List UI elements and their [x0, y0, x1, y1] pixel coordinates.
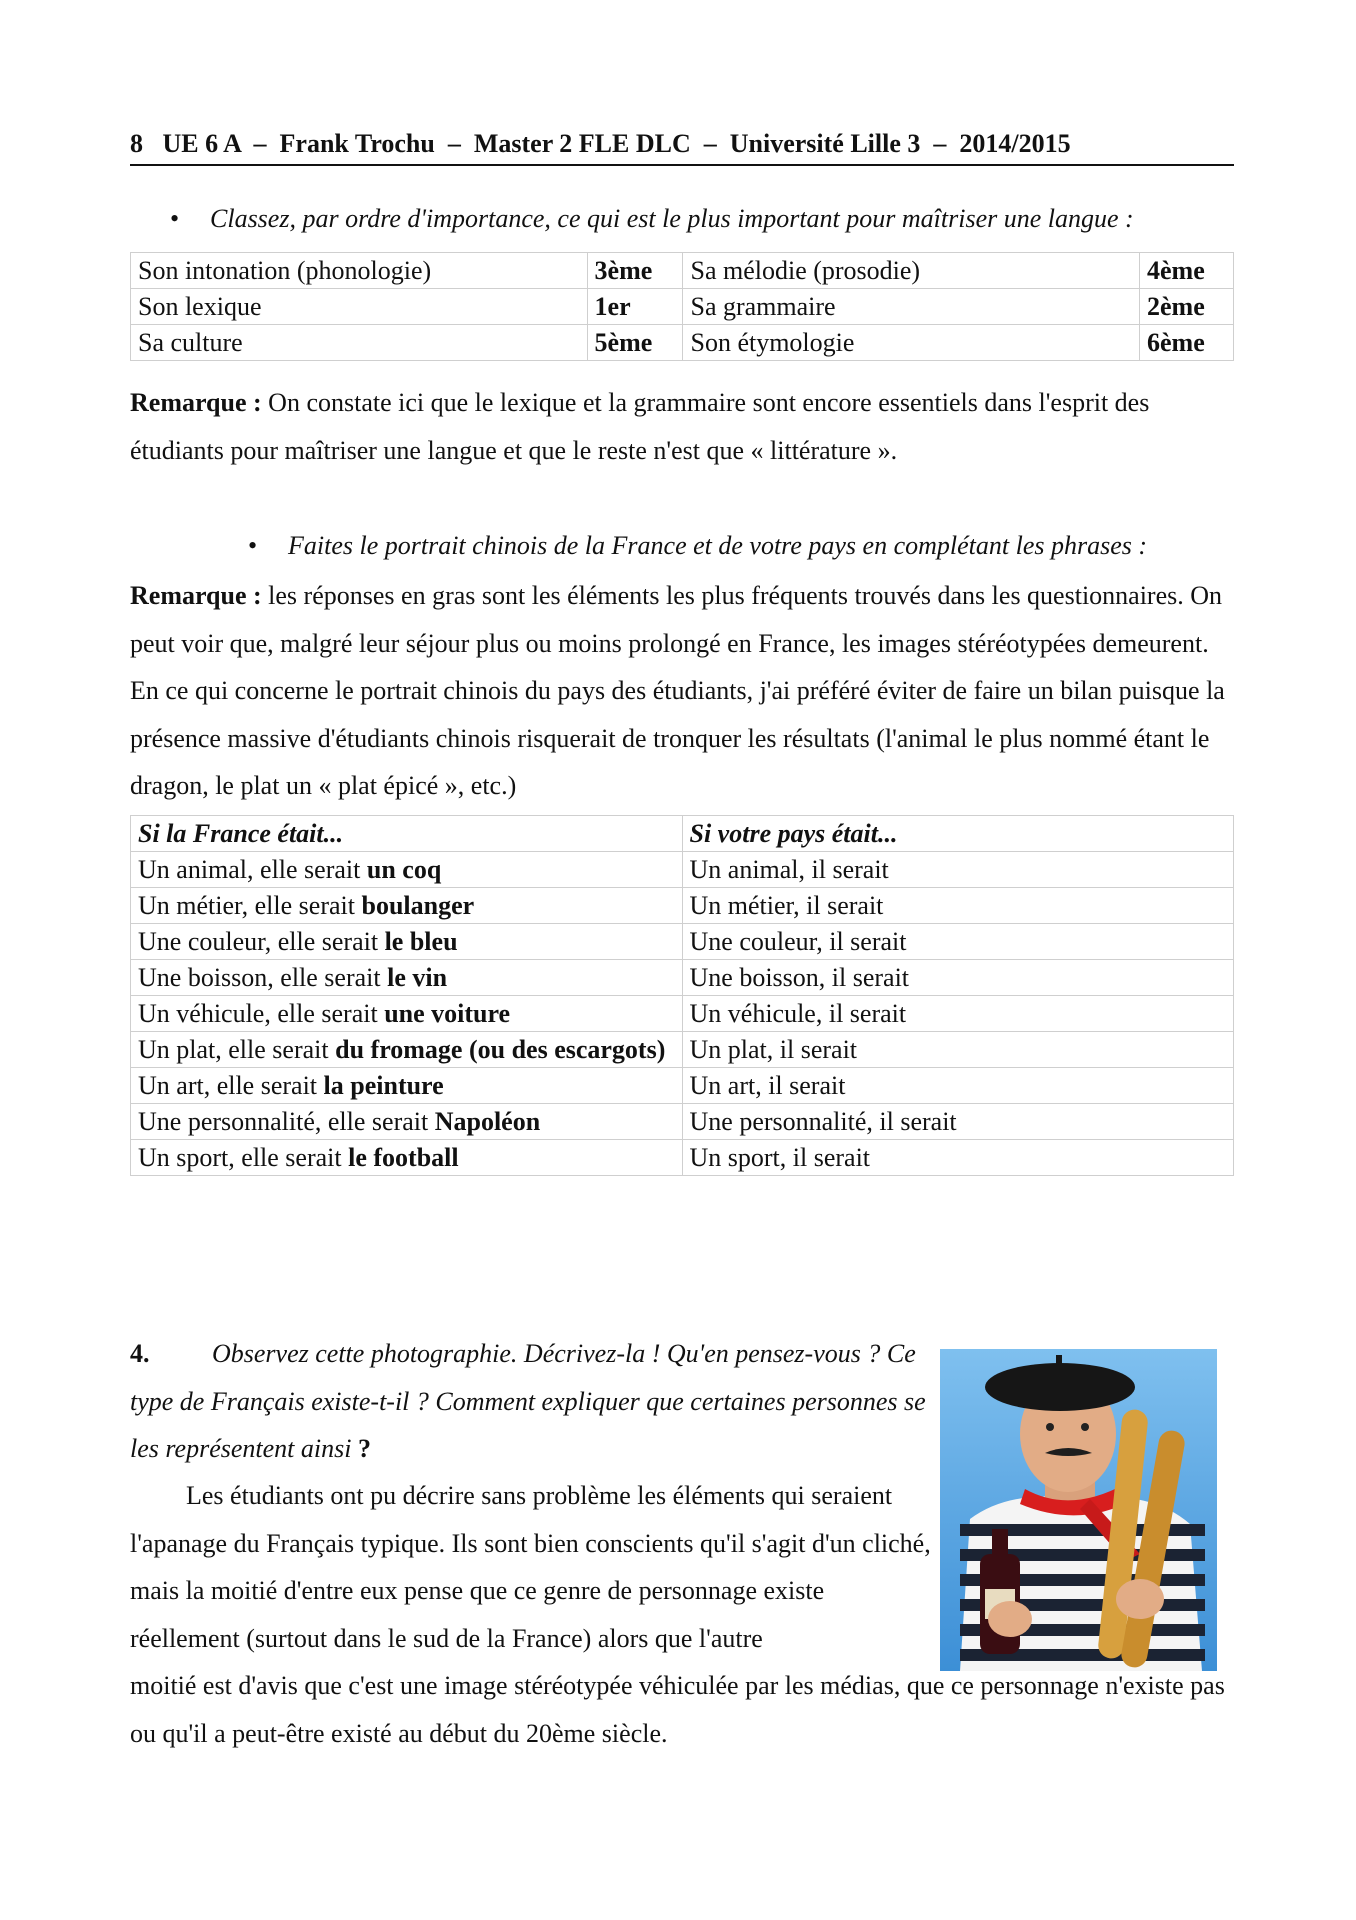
portrait-question [248, 530, 1147, 562]
section-4-body-end: moitié est d'avis que c'est une image stéréotypée véhiculée par les médias, que ce personnage n'existe pas ou qu'il a peut-être existé au début du 20ème siècle. [130, 1671, 1225, 1748]
rank-value: 6ème [1140, 325, 1234, 361]
rank-question-text: Classez, par ordre d'importance, ce qui est le plus important pour maîtriser une langue : [210, 204, 1134, 233]
pays-cell: Un animal, il serait [682, 852, 1234, 888]
rank-table-row [131, 253, 1234, 289]
frequent-answer: une voiture [384, 999, 511, 1028]
rank-value: 5ème [587, 325, 683, 361]
program-name: Master 2 FLE DLC [473, 129, 691, 158]
france-cell: Un plat, elle serait du fromage (ou des escargots) [131, 1032, 683, 1068]
portrait-question-text: Faites le portrait chinois de la France et de votre pays en complétant les phrases : [288, 531, 1148, 560]
section-4-prompt: 4. Observez cette photographie. Décrivez-la ! Qu'en pensez-vous ? Ce type de Français existe-t-il ? Comment expliquer que certaines personnes se les représentent ainsi ? [130, 1330, 940, 1473]
france-cell: Une personnalité, elle serait Napoléon [131, 1104, 683, 1140]
frequent-answer: du fromage (ou des escargots) [335, 1035, 666, 1064]
page-number: 8 [130, 129, 143, 158]
rank-item: Son lexique [131, 289, 588, 325]
french-stereotype-photo [940, 1349, 1217, 1671]
page-header: 8 UE 6 A – Frank Trochu – Master 2 FLE DLC – Université Lille 3 – 2014/2015 [130, 128, 1234, 166]
rank-item: Sa mélodie (prosodie) [683, 253, 1140, 289]
pays-cell: Un métier, il serait [682, 888, 1234, 924]
france-cell: Un sport, elle serait le football [131, 1140, 683, 1176]
author-name: Frank Trochu [279, 129, 435, 158]
frequent-answer: la peinture [323, 1071, 444, 1100]
france-cell: Un animal, elle serait un coq [131, 852, 683, 888]
bullet-icon: • [248, 531, 258, 560]
rank-question [170, 203, 1134, 235]
france-cell: Une couleur, elle serait le bleu [131, 924, 683, 960]
pays-cell: Un art, il serait [682, 1068, 1234, 1104]
pays-cell: Un plat, il serait [682, 1032, 1234, 1068]
portrait-table-row [131, 924, 1234, 960]
rank-item: Sa grammaire [683, 289, 1140, 325]
academic-year: 2014/2015 [959, 129, 1071, 158]
portrait-table-row [131, 960, 1234, 996]
rank-value: 2ème [1140, 289, 1234, 325]
france-cell: Une boisson, elle serait le vin [131, 960, 683, 996]
bullet-icon: • [170, 204, 180, 233]
rank-value: 4ème [1140, 253, 1234, 289]
france-cell: Un métier, elle serait boulanger [131, 888, 683, 924]
rank-item: Son étymologie [683, 325, 1140, 361]
rank-remark: Remarque : On constate ici que le lexique et la grammaire sont encore essentiels dans l'esprit des étudiants pour maîtriser une langue et que le reste n'est que « littérature ». [130, 388, 1150, 465]
france-cell: Un véhicule, elle serait une voiture [131, 996, 683, 1032]
france-cell: Un art, elle serait la peinture [131, 1068, 683, 1104]
portrait-table-row [131, 1068, 1234, 1104]
section-number: 4. [130, 1339, 150, 1368]
rank-item: Son intonation (phonologie) [131, 253, 588, 289]
frequent-answer: Napoléon [434, 1107, 541, 1136]
frequent-answer: boulanger [361, 891, 475, 920]
portrait-table-row [131, 852, 1234, 888]
frequent-answer: le bleu [384, 927, 458, 956]
course-code: UE 6 A [162, 129, 241, 158]
column-header-pays: Si votre pays était... [682, 816, 1234, 852]
pays-cell: Une personnalité, il serait [682, 1104, 1234, 1140]
rank-value: 1er [587, 289, 683, 325]
rank-table-row [131, 325, 1234, 361]
portrait-table-row [131, 1140, 1234, 1176]
portrait-table-row [131, 1032, 1234, 1068]
university-name: Université Lille 3 [729, 129, 921, 158]
portrait-remark: Remarque : les réponses en gras sont les éléments les plus fréquents trouvés dans les questionnaires. On peut voir que, malgré leur séjour plus ou moins prolongé en France, les images stéréotypées demeurent. En ce qui concerne le portrait chinois du pays des étudiants, j'ai préféré éviter de faire un bilan puisque la présence massive d'étudiants chinois risquerait de tronquer les résultats (l'animal le plus nommé étant le dragon, le plat un « plat épicé », etc.) [130, 581, 1225, 800]
frequent-answer: le football [348, 1143, 459, 1172]
portrait-table-row [131, 888, 1234, 924]
rank-table-row [131, 289, 1234, 325]
section-4-body: Les étudiants ont pu décrire sans problème les éléments qui seraient l'apanage du Français typique. Ils sont bien conscients qu'il s'agit d'un cliché, mais la moitié d'entre eux pense que ce genre de personnage existe réellement (surtout dans le sud de la France) alors que l'autre [130, 1481, 931, 1653]
rank-value: 3ème [587, 253, 683, 289]
pays-cell: Un véhicule, il serait [682, 996, 1234, 1032]
pays-cell: Un sport, il serait [682, 1140, 1234, 1176]
rank-item: Sa culture [131, 325, 588, 361]
pays-cell: Une boisson, il serait [682, 960, 1234, 996]
portrait-table-header [131, 816, 1234, 852]
column-header-france: Si la France était... [131, 816, 683, 852]
rank-table [130, 252, 1234, 361]
frequent-answer: le vin [387, 963, 448, 992]
frequent-answer: un coq [366, 855, 442, 884]
portrait-table-row [131, 1104, 1234, 1140]
portrait-table [130, 815, 1234, 1176]
photo-illustration [940, 1349, 1217, 1671]
portrait-table-row [131, 996, 1234, 1032]
pays-cell: Une couleur, il serait [682, 924, 1234, 960]
